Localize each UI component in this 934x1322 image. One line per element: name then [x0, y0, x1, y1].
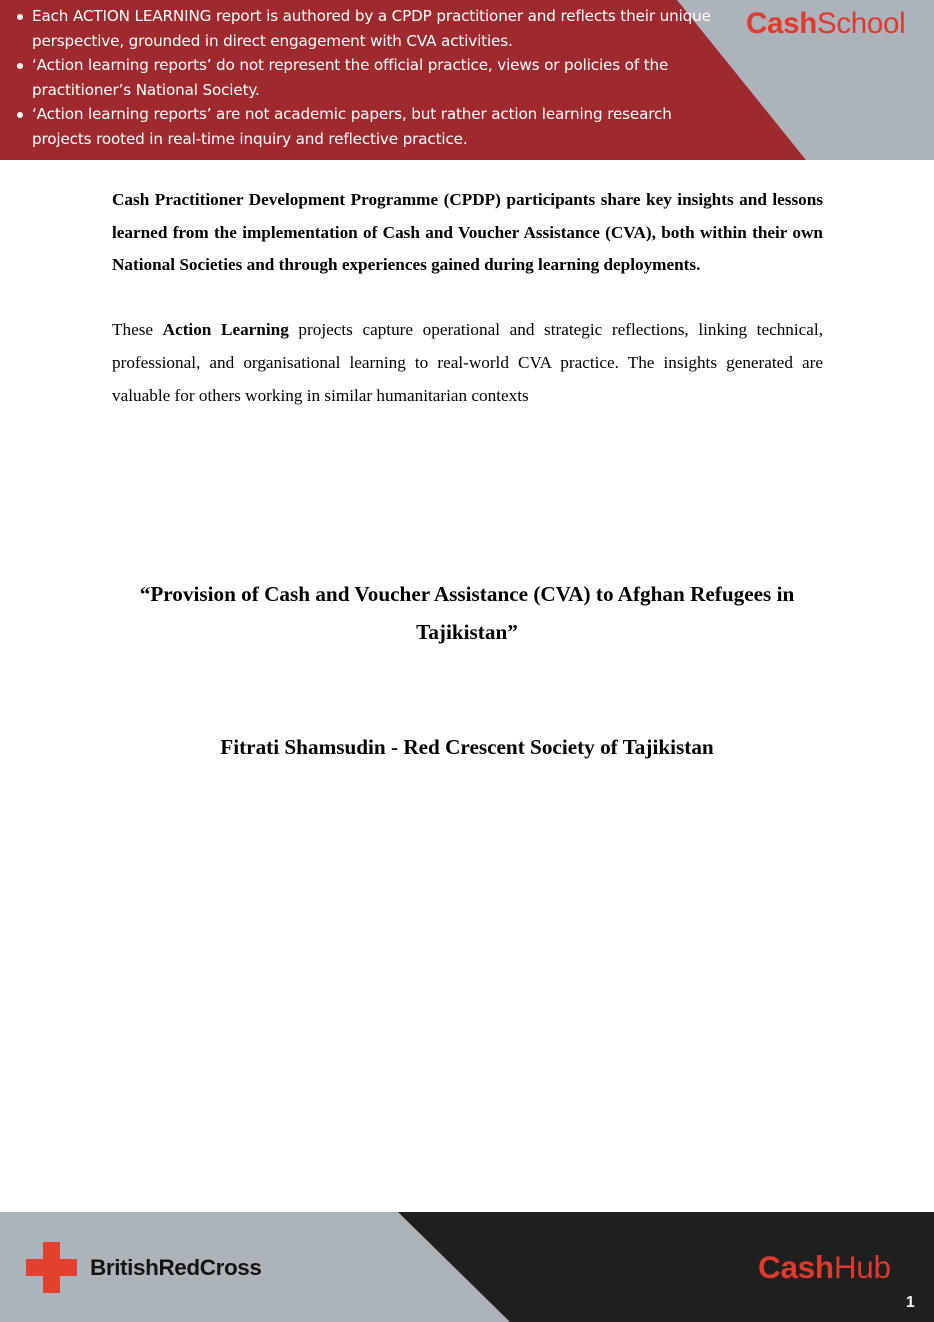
report-title: “Provision of Cash and Voucher Assistance (CVA) to Afghan Refugees in Tajikistan”	[139, 582, 795, 644]
disclaimer-list	[0, 4, 722, 152]
lead-prefix: These	[112, 320, 163, 340]
disclaimer-text: ‘Action learning reports’ do not represent the official practice, views or policies of the practitioner’s National Society.	[32, 56, 669, 99]
logo-strong-text: Cash	[746, 7, 817, 40]
bullet-icon	[17, 14, 23, 20]
cashschool-logo	[746, 6, 905, 42]
british-red-cross-wordmark: BritishRedCross	[90, 1255, 262, 1280]
logo-light-text: Hub	[833, 1249, 891, 1285]
bullet-icon	[17, 112, 23, 118]
intro-paragraph: Cash Practitioner Development Programme (CPDP) participants share key insights and lessons learned from the implementation of Cash and Voucher Assistance (CVA), both within their own National Societies and through experiences gained during learning deployments.	[112, 190, 823, 275]
cashhub-logo	[758, 1248, 891, 1286]
page-number: 1	[906, 1294, 915, 1311]
british-red-cross-logo	[26, 1241, 262, 1293]
red-cross-icon	[26, 1242, 77, 1293]
page-header	[0, 0, 934, 160]
report-author: Fitrati Shamsudin - Red Crescent Society of Tajikistan	[220, 735, 714, 759]
disclaimer-item	[0, 4, 722, 53]
logo-strong-text: Cash	[758, 1249, 834, 1285]
page-footer	[0, 1212, 934, 1322]
disclaimer-item	[0, 102, 722, 151]
disclaimer-text: ‘Action learning reports’ are not academic papers, but rather action learning research projects rooted in real-time inquiry and reflective practice.	[32, 105, 672, 148]
disclaimer-text: Each ACTION LEARNING report is authored by a CPDP practitioner and reflects their unique perspective, grounded in direct engagement with CVA activities.	[32, 7, 711, 50]
lead-emphasis: Action Learning	[162, 320, 289, 340]
logo-light-text: School	[816, 7, 906, 40]
intro-section	[112, 184, 823, 412]
lead-suffix: projects capture operational and strategic reflections, linking technical, professional, and organisational learning to real-world CVA practice. The insights generated are valuable for others working in similar humanitarian contexts	[112, 320, 823, 405]
lead-paragraph	[112, 314, 823, 412]
disclaimer-item	[0, 53, 722, 102]
bullet-icon	[17, 63, 23, 69]
